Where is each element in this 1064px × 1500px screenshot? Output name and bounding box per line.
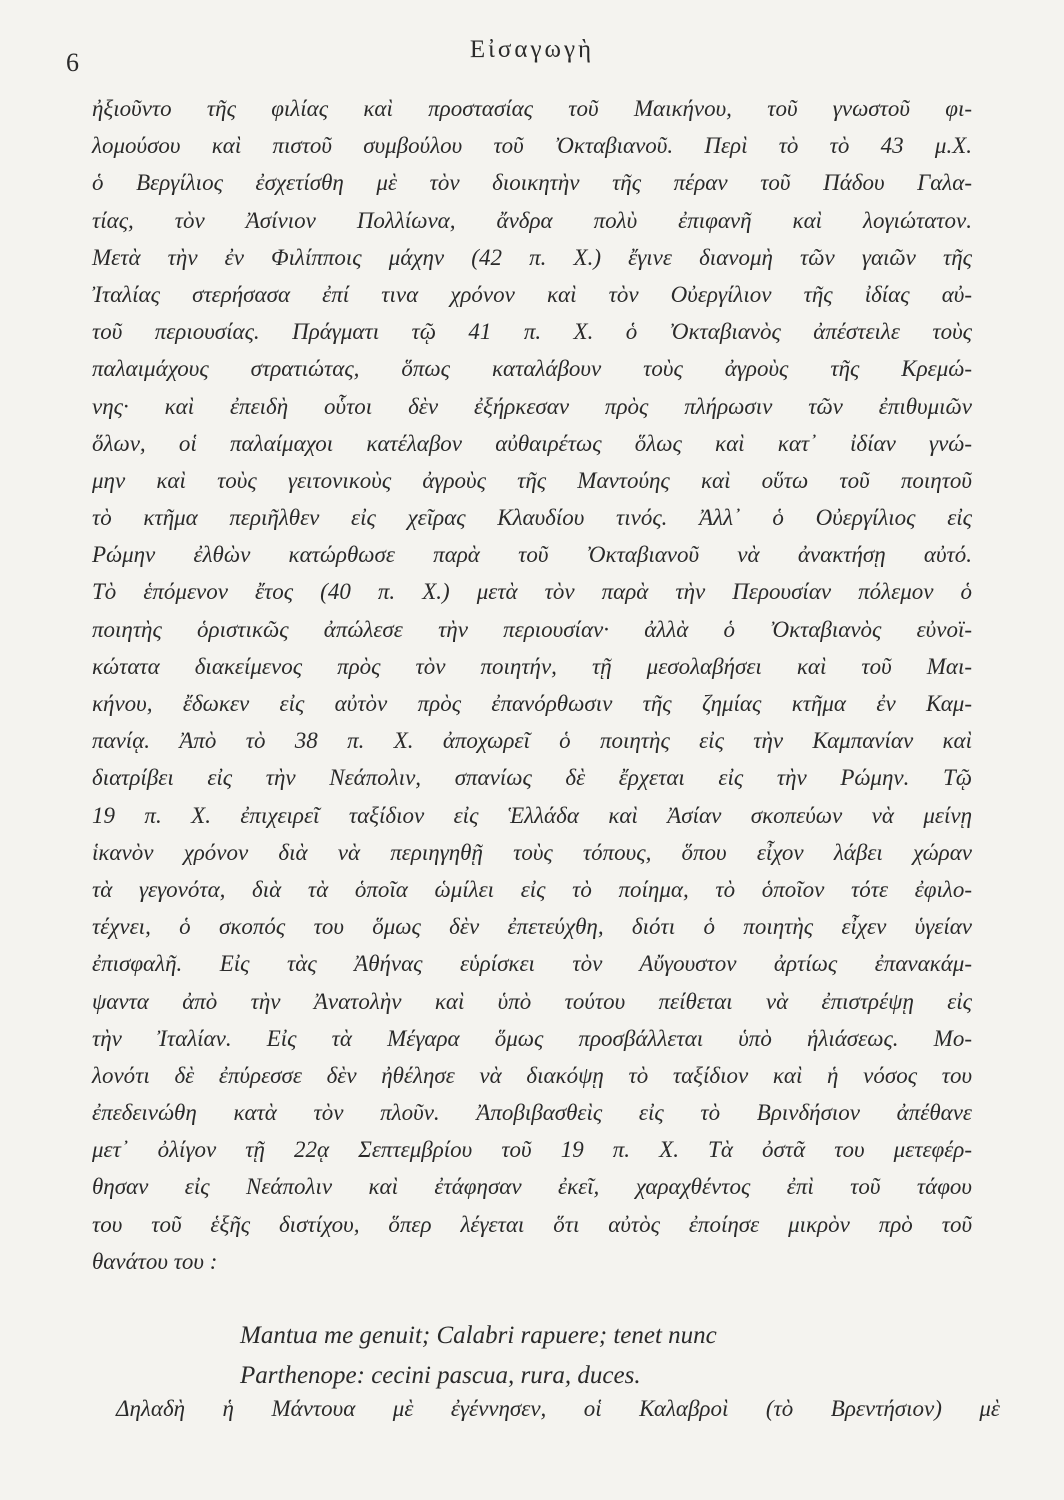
text-line: Τὸ ἑπόμενον ἔτος (40 π. Χ.) μετὰ τὸν παρὰ τὴν Περουσίαν πόλεμον ὁ [92,579,972,605]
text-line: θησαν εἰς Νεάπολιν καὶ ἐτάφησαν ἐκεῖ, χαραχθέντος ἐπὶ τοῦ τάφου [92,1174,972,1200]
text-line: ἐπεδεινώθη κατὰ τὸν πλοῦν. Ἀποβιβασθεὶς εἰς τὸ Βρινδήσιον ἀπέθανε [92,1100,972,1126]
text-line: ἱκανὸν χρόνον διὰ νὰ περιηγηθῇ τοὺς τόπους, ὅπου εἶχον λάβει χώραν [92,839,972,865]
text-line: τίας, τὸν Ἀσίνιον Πολλίωνα, ἄνδρα πολὺ ἐπιφανῆ καὶ λογιώτατον. [92,207,972,233]
text-line: ἠξιοῦντο τῆς φιλίας καὶ προστασίας τοῦ Μαικήνου, τοῦ γνωστοῦ φι- [92,96,972,121]
text-line: Ἰταλίας στερήσασα ἐπί τινα χρόνον καὶ τὸν Οὐεργίλιον τῆς ἰδίας αὐ- [92,281,972,307]
running-head: Εἰσαγωγὴ [469,36,595,63]
text-line: ποιητὴς ὁριστικῶς ἀπώλεσε τὴν περιουσίαν· ἀλλὰ ὁ Ὀκταβιανὸς εὐνοϊ- [92,616,972,642]
text-line: κώτατα διακείμενος πρὸς τὸν ποιητήν, τῇ μεσολαβήσει καὶ τοῦ Μαι- [92,653,972,679]
text-line: μετ᾿ ὀλίγον τῇ 22ᾳ Σεπτεμβρίου τοῦ 19 π. Χ. Τὰ ὀστᾶ του μετεφέρ- [92,1137,972,1163]
text-line: τέχνει, ὁ σκοπός του ὅμως δὲν ἐπετεύχθη, διότι ὁ ποιητὴς εἶχεν ὑγείαν [92,914,972,940]
epitaph-line: Parthenope: cecini pascua, rura, duces. [240,1362,641,1389]
text-line: νης· καὶ ἐπειδὴ οὗτοι δὲν ἐξήρκεσαν πρὸς πλήρωσιν τῶν ἐπιθυμιῶν [92,393,972,419]
translation-paragraph [116,1390,1000,1427]
text-line: κήνου, ἔδωκεν εἰς αὐτὸν πρὸς ἐπανόρθωσιν τῆς ζημίας κτῆμα ἐν Καμ- [92,691,972,716]
text-line: Ρώμην ἐλθὼν κατώρθωσε παρὰ τοῦ Ὀκταβιανοῦ νὰ ἀνακτήσῃ αὐτό. [92,542,972,568]
body-text [92,90,972,1280]
text-line: παλαιμάχους στρατιώτας, ὅπως καταλάβουν τοὺς ἀγροὺς τῆς Κρεμώ- [92,356,972,382]
text-line: ψαντα ἀπὸ τὴν Ἀνατολὴν καὶ ὑπὸ τούτου πείθεται νὰ ἐπιστρέψῃ εἰς [92,988,972,1014]
page-number: 6 [66,48,79,77]
text-line: του τοῦ ἑξῆς διστίχου, ὅπερ λέγεται ὅτι αὐτὸς ἐποίησε μικρὸν πρὸ τοῦ [92,1211,972,1237]
latin-epitaph [240,1316,980,1396]
text-line: λομούσου καὶ πιστοῦ συμβούλου τοῦ Ὀκταβιανοῦ. Περὶ τὸ τὸ 43 μ.Χ. [92,133,972,159]
text-line: τοῦ περιουσίας. Πράγματι τῷ 41 π. Χ. ὁ Ὀκταβιανὸς ἀπέστειλε τοὺς [92,319,972,345]
text-line: ἐπισφαλῆ. Εἰς τὰς Ἀθήνας εὑρίσκει τὸν Αὔγουστον ἀρτίως ἐπανακάμ- [92,951,972,977]
text-line: 19 π. Χ. ἐπιχειρεῖ ταξίδιον εἰς Ἑλλάδα καὶ Ἀσίαν σκοπεύων νὰ μείνῃ [92,802,972,828]
text-line: πανίᾳ. Ἀπὸ τὸ 38 π. Χ. ἀποχωρεῖ ὁ ποιητὴς εἰς τὴν Καμπανίαν καὶ [92,728,972,754]
text-line: θανάτου του : [92,1248,218,1274]
text-line: μην καὶ τοὺς γειτονικοὺς ἀγροὺς τῆς Μαντούης καὶ οὕτω τοῦ ποιητοῦ [92,467,972,493]
text-line: διατρίβει εἰς τὴν Νεάπολιν, σπανίως δὲ ἔρχεται εἰς τὴν Ρώμην. Τῷ [92,765,972,791]
text-line: λονότι δὲ ἐπύρεσσε δὲν ἠθέλησε νὰ διακόψῃ τὸ ταξίδιον καὶ ἡ νόσος του [92,1062,972,1088]
epitaph-line: Mantua me genuit; Calabri rapuere; tenet nunc [240,1322,717,1349]
text-line: τὰ γεγονότα, διὰ τὰ ὁποῖα ὡμίλει εἰς τὸ ποίημα, τὸ ὁποῖον τότε ἐφιλο- [92,876,972,902]
text-line: τὸ κτῆμα περιῆλθεν εἰς χεῖρας Κλαυδίου τινός. Ἀλλ᾿ ὁ Οὐεργίλιος εἰς [92,505,972,531]
text-line: ὅλων, οἱ παλαίμαχοι κατέλαβον αὐθαιρέτως ὅλως καὶ κατ᾿ ἰδίαν γνώ- [92,430,972,456]
text-line: ὁ Βεργίλιος ἐσχετίσθη μὲ τὸν διοικητὴν τῆς πέραν τοῦ Πάδου Γαλα- [92,170,972,196]
text-line: Δηλαδὴ ἡ Μάντουα μὲ ἐγέννησεν, οἱ Καλαβροὶ (τὸ Βρεντήσιον) μὲ [116,1396,1000,1421]
text-line: τὴν Ἰταλίαν. Εἰς τὰ Μέγαρα ὅμως προσβάλλεται ὑπὸ ἡλιάσεως. Μο- [92,1025,972,1051]
text-line: Μετὰ τὴν ἐν Φιλίπποις μάχην (42 π. Χ.) ἔγινε διανομὴ τῶν γαιῶν τῆς [92,244,972,270]
